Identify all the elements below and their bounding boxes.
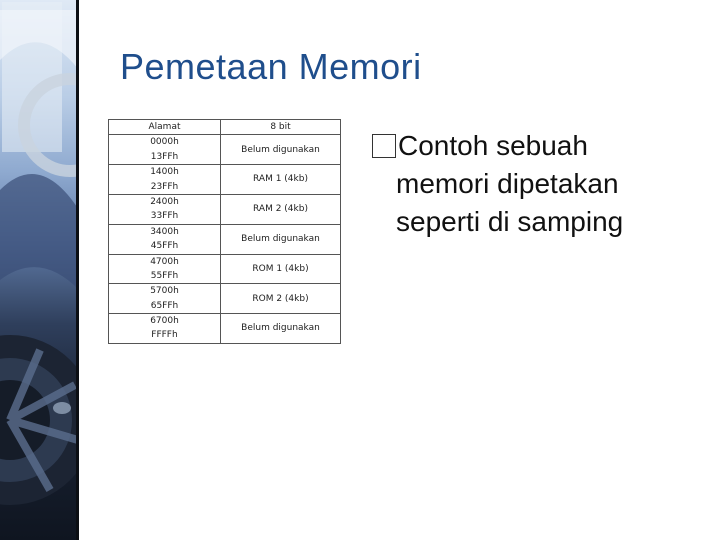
- memory-map-table: [108, 119, 341, 344]
- region-label: RAM 1 (4kb): [221, 165, 341, 195]
- car-wheel-decoration: [0, 0, 79, 540]
- address-value: 33FFh: [150, 211, 179, 222]
- region-label: RAM 2 (4kb): [221, 194, 341, 224]
- body-line-1: Contoh sebuah: [398, 130, 588, 161]
- table-row: [109, 165, 341, 195]
- address-value: 55FFh: [150, 270, 179, 281]
- address-value: 4700h: [150, 256, 179, 267]
- table-body: [109, 135, 341, 343]
- address-value: 0000h: [150, 137, 179, 148]
- region-label: ROM 1 (4kb): [221, 254, 341, 284]
- square-bullet-icon: [372, 134, 396, 158]
- table-row: [109, 194, 341, 224]
- header-8bit: 8 bit: [221, 120, 341, 135]
- body-line-3: seperti di samping: [396, 206, 624, 237]
- address-cell: [109, 254, 221, 284]
- address-value: 45FFh: [150, 241, 179, 252]
- address-value: 2400h: [150, 196, 179, 207]
- region-label: Belum digunakan: [221, 224, 341, 254]
- address-cell: [109, 194, 221, 224]
- address-value: 65FFh: [150, 300, 179, 311]
- slide-title: Pemetaan Memori: [120, 46, 422, 87]
- address-cell: [109, 135, 221, 165]
- region-label: Belum digunakan: [221, 135, 341, 165]
- table-header-row: [109, 120, 341, 135]
- address-value: 23FFh: [150, 181, 179, 192]
- address-value: 3400h: [150, 226, 179, 237]
- strip-edge: [76, 0, 79, 540]
- address-value: 13FFh: [150, 151, 179, 162]
- address-value: FFFFh: [151, 330, 178, 341]
- region-label: ROM 2 (4kb): [221, 284, 341, 314]
- table-row: [109, 284, 341, 314]
- table-row: [109, 224, 341, 254]
- address-cell: [109, 165, 221, 195]
- address-cell: [109, 314, 221, 344]
- address-value: 6700h: [150, 316, 179, 327]
- body-text: [372, 127, 712, 241]
- address-value: 1400h: [150, 167, 179, 178]
- memory-map-table-container: [108, 119, 340, 341]
- address-cell: [109, 224, 221, 254]
- address-cell: [109, 284, 221, 314]
- body-line-2: memori dipetakan: [396, 168, 619, 199]
- region-label: Belum digunakan: [221, 314, 341, 344]
- table-row: [109, 314, 341, 344]
- table-row: [109, 135, 341, 165]
- bullet-line-1: [372, 127, 712, 165]
- header-address: Alamat: [109, 120, 221, 135]
- table-row: [109, 254, 341, 284]
- address-value: 5700h: [150, 286, 179, 297]
- decorative-side-image: [0, 0, 79, 540]
